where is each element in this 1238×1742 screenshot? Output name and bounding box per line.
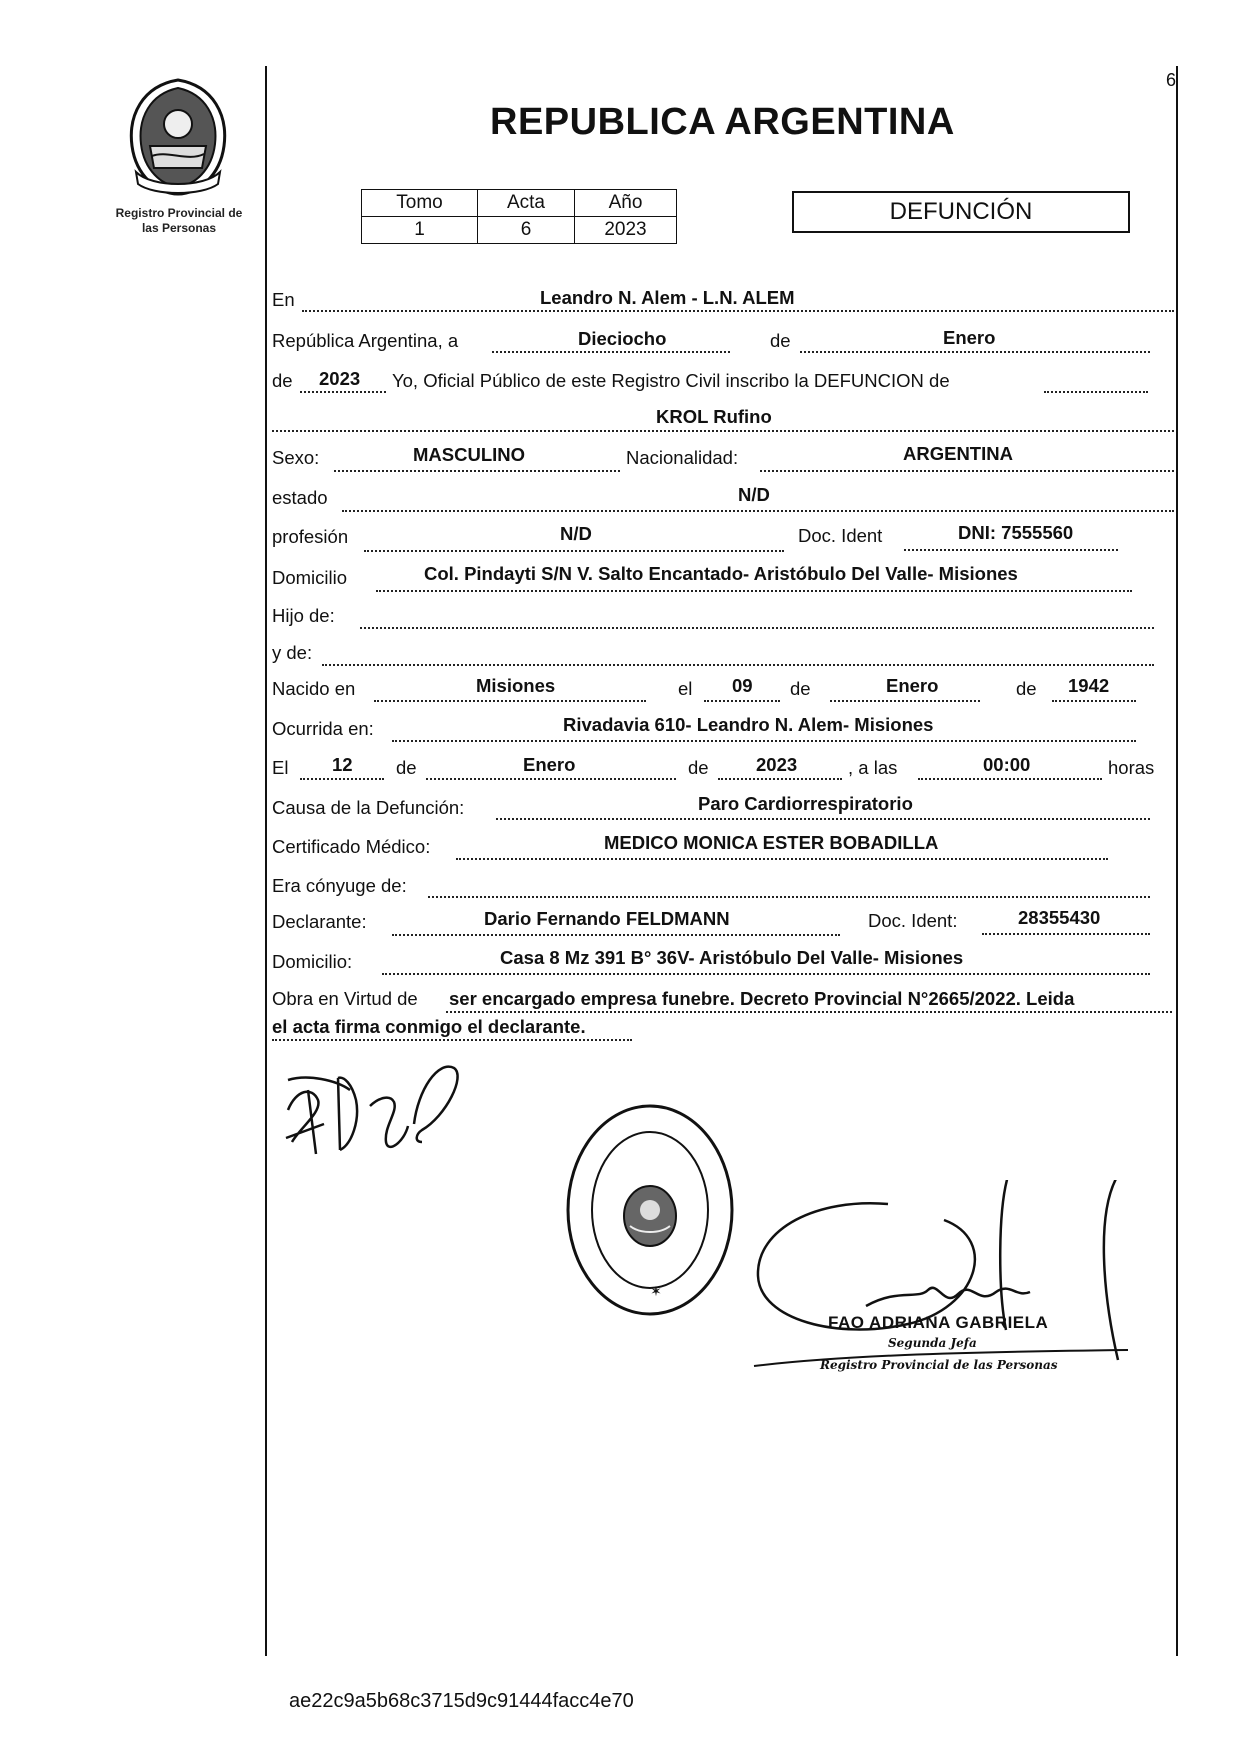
obra-text-1: ser encargado empresa funebre. Decreto Provincial N°2665/2022. Leida <box>449 988 1075 1009</box>
declarant-signature <box>278 1050 478 1190</box>
en-label: En <box>272 289 295 310</box>
birth-month: Enero <box>886 675 939 696</box>
doc-ident-label-2: Doc. Ident: <box>868 910 958 931</box>
doc-ident-line <box>904 549 1118 551</box>
el-label-2: El <box>272 757 289 778</box>
y-de-label: y de: <box>272 642 313 663</box>
declarante-doc-line <box>982 933 1150 935</box>
certificado-label: Certificado Médico: <box>272 836 431 857</box>
declarante-doc-value: 28355430 <box>1018 907 1101 928</box>
statement-text: Yo, Oficial Público de este Registro Civil inscribo la DEFUNCION de <box>392 370 950 391</box>
death-day: 12 <box>332 754 353 775</box>
day-line <box>492 351 730 353</box>
causa-label: Causa de la Defunción: <box>272 797 465 818</box>
official-organization: Registro Provincial de las Personas <box>820 1358 1058 1372</box>
month-line <box>800 351 1150 353</box>
name-line <box>272 430 1174 432</box>
ocurrida-en-label: Ocurrida en: <box>272 718 374 739</box>
declarante-label: Declarante: <box>272 911 367 932</box>
certificado-value: MEDICO MONICA ESTER BOBADILLA <box>604 832 939 853</box>
place-line <box>302 310 1174 312</box>
birth-year: 1942 <box>1068 675 1110 696</box>
day-value: Dieciocho <box>578 328 667 349</box>
declarante-line <box>392 934 840 936</box>
causa-value: Paro Cardiorrespiratorio <box>698 793 913 814</box>
death-month-line <box>426 778 676 780</box>
estado-line <box>342 510 1174 512</box>
acta-header: Acta <box>478 190 575 217</box>
month-value: Enero <box>943 327 996 348</box>
de-label-6: de <box>688 757 709 778</box>
nacionalidad-value: ARGENTINA <box>903 443 1013 464</box>
document-title: REPUBLICA ARGENTINA <box>490 101 955 143</box>
sexo-line <box>334 470 620 472</box>
birth-month-line <box>830 700 980 702</box>
document-hash: ae22c9a5b68c3715d9c91444facc4e70 <box>289 1690 634 1712</box>
reference-table <box>361 189 677 244</box>
deceased-name: KROL Rufino <box>656 406 772 427</box>
tomo-header: Tomo <box>362 190 478 217</box>
obra-line-1 <box>446 1011 1172 1013</box>
sexo-label: Sexo: <box>272 447 320 468</box>
anio-value: 2023 <box>575 217 677 244</box>
el-label: el <box>678 678 693 699</box>
death-year-line <box>718 778 842 780</box>
conyuge-label: Era cónyuge de: <box>272 875 407 896</box>
right-margin-rule <box>1176 66 1178 1656</box>
obra-label: Obra en Virtud de <box>272 988 418 1009</box>
nacionalidad-line <box>760 470 1174 472</box>
declarante-value: Dario Fernando FELDMANN <box>484 908 730 929</box>
registry-caption-line1: Registro Provincial de <box>115 206 243 220</box>
domicilio-label: Domicilio <box>272 567 348 588</box>
estado-value: N/D <box>738 484 770 505</box>
acta-value: 6 <box>478 217 575 244</box>
horas-label: horas <box>1108 757 1155 778</box>
death-month: Enero <box>523 754 576 775</box>
reference-value-row <box>362 217 677 244</box>
obra-text-2: el acta firma conmigo el declarante. <box>272 1016 586 1037</box>
doc-ident-value: DNI: 7555560 <box>958 522 1074 543</box>
year-value: 2023 <box>319 368 361 389</box>
sexo-value: MASCULINO <box>413 444 526 465</box>
place-value: Leandro N. Alem - L.N. ALEM <box>540 287 795 308</box>
official-role: Segunda Jefa <box>888 1336 977 1350</box>
profesion-label: profesión <box>272 526 349 547</box>
death-time-line <box>918 778 1102 780</box>
nacionalidad-label: Nacionalidad: <box>626 447 739 468</box>
birth-day-line <box>704 700 780 702</box>
official-name: FAO ADRIANA GABRIELA <box>828 1313 1049 1332</box>
y-de-line <box>322 664 1154 666</box>
de-label-2: de <box>272 370 293 391</box>
record-type-box <box>792 191 1130 233</box>
nacido-en-line <box>374 700 646 702</box>
year-line <box>300 391 386 393</box>
conyuge-line <box>428 896 1150 898</box>
de-label-4: de <box>1016 678 1037 699</box>
birth-year-line <box>1052 700 1136 702</box>
birth-day: 09 <box>732 675 753 696</box>
misiones-seal-logo <box>122 76 234 198</box>
anio-header: Año <box>575 190 677 217</box>
hijo-de-label: Hijo de: <box>272 605 335 626</box>
record-type: DEFUNCIÓN <box>889 198 1033 225</box>
declarante-domicilio-value: Casa 8 Mz 391 B° 36V- Aristóbulo Del Valle- Misiones <box>500 947 964 968</box>
tomo-value: 1 <box>362 217 478 244</box>
de-label-5: de <box>396 757 417 778</box>
republica-label: República Argentina, a <box>272 330 459 351</box>
svg-text:✶: ✶ <box>650 1284 662 1300</box>
death-year: 2023 <box>756 754 798 775</box>
statement-line <box>1044 391 1148 393</box>
domicilio-label-2: Domicilio: <box>272 951 353 972</box>
domicilio-value: Col. Pindayti S/N V. Salto Encantado- Aristóbulo Del Valle- Misiones <box>424 563 1018 584</box>
nacido-en-label: Nacido en <box>272 678 356 699</box>
nacido-en-value: Misiones <box>476 675 556 696</box>
ocurrida-en-line <box>392 740 1136 742</box>
death-time: 00:00 <box>983 754 1031 775</box>
reference-header-row <box>362 190 677 217</box>
de-label-3: de <box>790 678 811 699</box>
profesion-line <box>364 550 784 552</box>
hijo-de-line <box>360 627 1154 629</box>
obra-line-2 <box>272 1039 632 1041</box>
left-margin-rule <box>265 66 267 1656</box>
a-las-label: , a las <box>848 757 898 778</box>
de-label-1: de <box>770 330 791 351</box>
registry-caption-line2: las Personas <box>141 221 217 235</box>
page-number: 6 <box>1166 70 1177 90</box>
certificado-line <box>456 858 1108 860</box>
estado-label: estado <box>272 487 328 508</box>
declarante-domicilio-line <box>382 973 1150 975</box>
causa-line <box>496 818 1150 820</box>
ocurrida-en-value: Rivadavia 610- Leandro N. Alem- Misiones <box>563 714 934 735</box>
domicilio-line <box>376 590 1132 592</box>
profesion-value: N/D <box>560 523 592 544</box>
registry-caption <box>96 206 262 236</box>
doc-ident-label: Doc. Ident <box>798 525 883 546</box>
delegation-stamp <box>560 1100 740 1320</box>
death-day-line <box>300 778 384 780</box>
